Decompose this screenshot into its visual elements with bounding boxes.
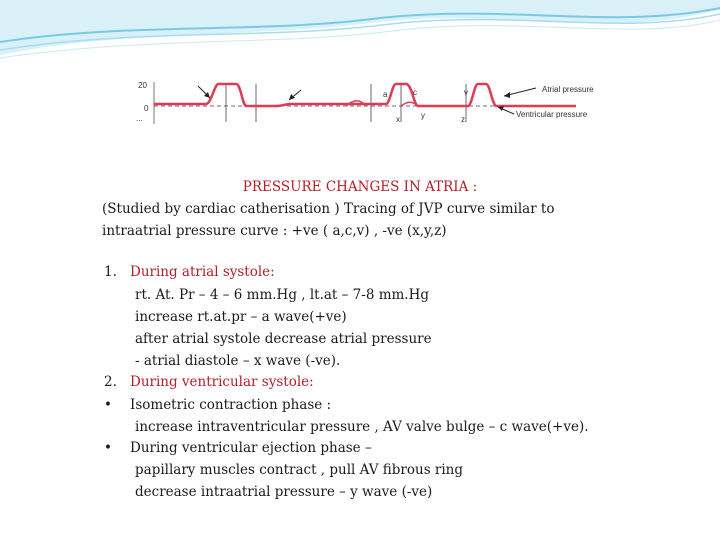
- detail-line: rt. At. Pr – 4 – 6 mm.Hg , lt.at – 7-8 mm.Hg: [135, 287, 430, 303]
- detail-line: papillary muscles contract , pull AV fibrous ring: [135, 462, 464, 478]
- wave-label-c: c: [413, 88, 417, 97]
- header-wave-decoration: [0, 0, 720, 80]
- intro-line: intraatrial pressure curve : +ve ( a,c,v) , -ve (x,y,z): [102, 223, 447, 239]
- list-heading: During ventricular ejection phase –: [130, 440, 372, 456]
- detail-line: - atrial diastole – x wave (-ve).: [135, 353, 341, 369]
- detail-line: increase rt.at.pr – a wave(+ve): [135, 309, 347, 325]
- wave-label-a: a: [383, 90, 388, 99]
- pressure-tracing-figure: [96, 82, 612, 124]
- list-heading: During atrial systole:: [130, 264, 275, 280]
- list-heading: During ventricular systole:: [130, 374, 314, 390]
- atrial-pressure-label: Atrial pressure: [542, 85, 594, 94]
- detail-line: after atrial systole decrease atrial pressure: [135, 331, 432, 347]
- bullet-marker: •: [104, 440, 112, 456]
- page-title: PRESSURE CHANGES IN ATRIA :: [242, 179, 478, 195]
- y-tick-0: 0: [144, 104, 149, 113]
- wave-label-v: v: [464, 88, 468, 97]
- intro-line: (Studied by cardiac catherisation ) Tracing of JVP curve similar to: [102, 201, 555, 217]
- y-tick-20: 20: [138, 82, 147, 90]
- detail-line: increase intraventricular pressure , AV valve bulge – c wave(+ve).: [135, 419, 589, 435]
- wave-label-y: y: [421, 111, 425, 120]
- wave-label-x: x: [396, 115, 400, 124]
- list-marker: 2.: [104, 374, 117, 390]
- bullet-marker: •: [104, 397, 112, 413]
- ventricular-pressure-label: Ventricular pressure: [516, 110, 588, 119]
- list-marker: 1.: [104, 264, 117, 280]
- detail-line: decrease intraatrial pressure – y wave (-ve): [135, 484, 433, 500]
- list-heading: Isometric contraction phase :: [130, 397, 332, 413]
- wave-label-z: z: [461, 115, 465, 124]
- y-tick-bottom: ...: [136, 114, 143, 123]
